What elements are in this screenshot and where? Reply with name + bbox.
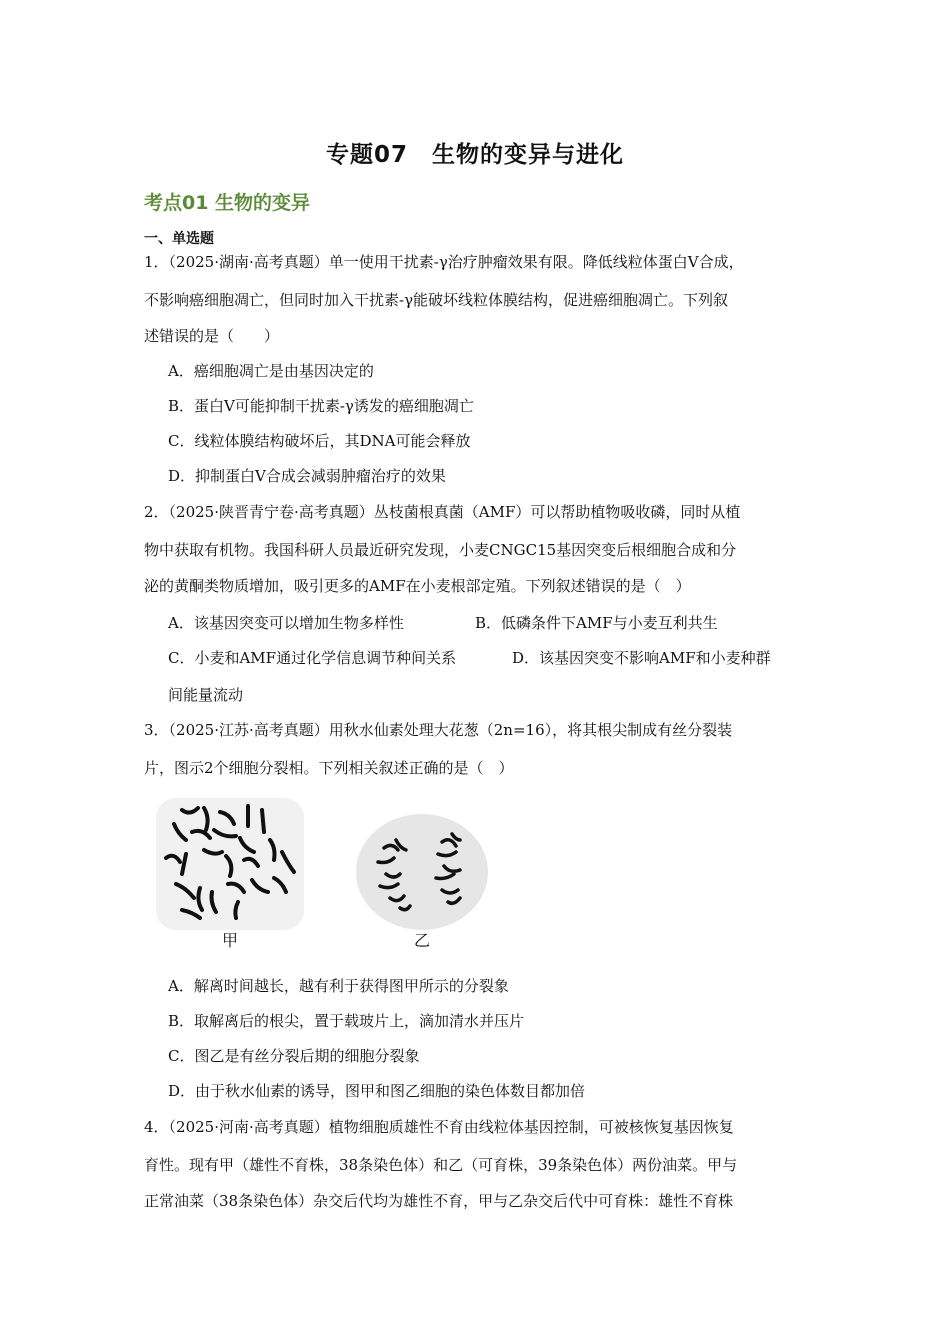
q4-line-2: 育性。现有甲（雄性不育株，38条染色体）和乙（可育株，39条染色体）两份油菜。甲与 [144,1156,738,1174]
figure-label-jia: 甲 [222,931,239,950]
figure-label-yi: 乙 [414,931,431,950]
cell-division-figure [152,792,502,952]
kaodian-heading: 考点01 生物的变异 [144,192,311,214]
q2-option-d-continued: 间能量流动 [168,686,244,704]
chromosome-micrograph [152,792,502,952]
q2-option-c: C．小麦和AMF通过化学信息调节种间关系 [168,649,457,667]
q4-line-3: 正常油菜（38条染色体）杂交后代均为雄性不育，甲与乙杂交后代中可育株：雄性不育株 [144,1192,734,1210]
q2-line-2: 物中获取有机物。我国科研人员最近研究发现，小麦CNGC15基因突变后根细胞合成和分 [144,541,737,559]
page-title: 专题07 生物的变异与进化 [325,142,624,168]
q1-option-a: A．癌细胞凋亡是由基因决定的 [168,362,374,380]
q1-line-3: 述错误的是（ ） [144,327,280,345]
q1-option-d: D．抑制蛋白V合成会减弱肿瘤治疗的效果 [168,467,446,485]
q2-line-3: 泌的黄酮类物质增加，吸引更多的AMF在小麦根部定殖。下列叙述错误的是（ ） [144,577,691,595]
q2-option-d: D．该基因突变不影响AMF和小麦种群 [512,649,771,667]
q1-option-b: B．蛋白V可能抑制干扰素-γ诱发的癌细胞凋亡 [168,397,474,415]
q4-line-1: 4．（2025·河南·高考真题）植物细胞质雄性不育由线粒体基因控制，可被核恢复基因恢复 [144,1118,734,1136]
q2-option-a: A．该基因突变可以增加生物多样性 [168,614,404,632]
q3-line-1: 3．（2025·江苏·高考真题）用秋水仙素处理大花葱（2n=16），将其根尖制成有丝分裂装 [144,721,733,739]
q3-option-a: A．解离时间越长，越有利于获得图甲所示的分裂象 [168,977,509,995]
q3-option-b: B．取解离后的根尖，置于载玻片上，滴加清水并压片 [168,1012,525,1030]
section-heading: 一、单选题 [144,231,214,247]
cell-jia-image [156,798,304,930]
q2-line-1: 2．（2025·陕晋青宁卷·高考真题）丛枝菌根真菌（AMF）可以帮助植物吸收磷，同时从植 [144,503,741,521]
q3-option-d: D．由于秋水仙素的诱导，图甲和图乙细胞的染色体数目都加倍 [168,1082,586,1100]
q2-option-b: B．低磷条件下AMF与小麦互利共生 [475,614,718,632]
q1-line-1: 1．（2025·湖南·高考真题）单一使用干扰素-γ治疗肿瘤效果有限。降低线粒体蛋白V合成， [144,253,744,271]
q1-line-2: 不影响癌细胞凋亡，但同时加入干扰素-γ能破坏线粒体膜结构，促进癌细胞凋亡。下列叙 [144,291,729,309]
q3-option-c: C．图乙是有丝分裂后期的细胞分裂象 [168,1047,420,1065]
q3-line-2: 片，图示2个细胞分裂相。下列相关叙述正确的是（ ） [144,759,514,777]
cell-yi-image [356,814,488,930]
q1-option-c: C．线粒体膜结构破坏后，其DNA可能会释放 [168,432,471,450]
